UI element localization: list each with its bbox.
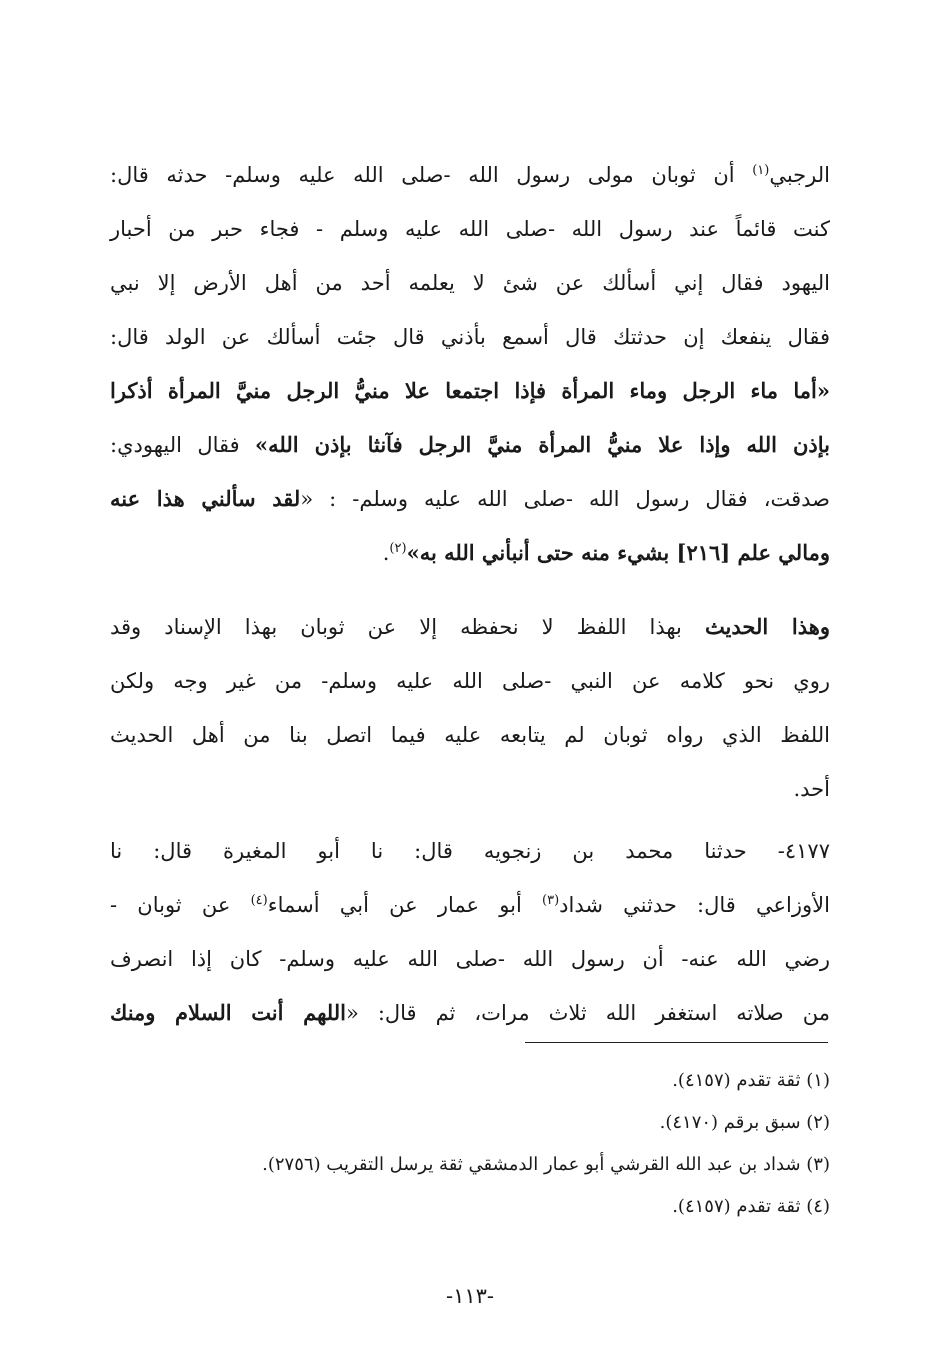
footnote-ref: (٤)	[250, 893, 268, 908]
footnote: (٢) سبق برقم (٤١٧٠).	[659, 1112, 830, 1133]
text-segment: ومالي علم [٢١٦] بشيء منه حتى أنبأني الله به»	[406, 540, 830, 565]
page-number: -١١٣-	[445, 1284, 495, 1308]
text-line	[110, 472, 830, 526]
footnote: (٤) ثقة تقدم (٤١٥٧).	[672, 1196, 830, 1217]
footnotes	[110, 1060, 830, 1228]
text-segment: أبو عمار عن أبي أسماء	[267, 893, 543, 917]
main-text	[110, 148, 830, 1040]
text-segment: بإذن الله وإذا علا منيُّ المرأة منيَّ الرجل فآنثا بإذن الله»	[255, 432, 830, 457]
footnote-ref: (١)	[752, 163, 770, 178]
text-line	[110, 600, 830, 654]
text-line: كنت قائماً عند رسول الله -صلى الله عليه وسلم - فجاء حبر من أحبار	[110, 217, 830, 241]
text-line	[110, 418, 830, 472]
text-segment: من صلاته استغفر الله ثلاث مرات، ثم قال: «	[345, 1001, 830, 1025]
text-line: أحد.	[793, 777, 830, 801]
text-segment: الرجبي	[769, 163, 830, 187]
text-segment: الأوزاعي قال: حدثني شداد	[559, 893, 830, 917]
text-segment: عن ثوبان -	[110, 893, 251, 917]
text-segment: اللهم أنت السلام ومنك	[110, 1000, 346, 1025]
text-line: ٤١٧٧- حدثنا محمد بن زنجويه قال: نا أبو المغيرة قال: نا	[110, 839, 830, 863]
footnote: (١) ثقة تقدم (٤١٥٧).	[672, 1070, 830, 1091]
text-segment: وهذا الحديث	[704, 614, 830, 639]
text-line: اليهود فقال إني أسألك عن شئ لا يعلمه أحد من أهل الأرض إلا نبي	[110, 271, 830, 295]
text-segment: .	[382, 541, 390, 565]
text-segment: صدقت، فقال رسول الله -صلى الله عليه وسلم- : «	[300, 487, 830, 511]
text-segment: فقال اليهودي:	[110, 433, 256, 457]
text-line: فقال ينفعك إن حدثتك قال أسمع بأذني قال جئت أسألك عن الولد قال:	[110, 325, 830, 349]
text-segment: لقد سألني هذا عنه	[110, 486, 301, 511]
text-segment: أن ثوبان مولى رسول الله -صلى الله عليه وسلم- حدثه قال:	[110, 163, 753, 187]
footnote: (٣) شداد بن عبد الله القرشي أبو عمار الدمشقي ثقة يرسل التقريب (٢٧٥٦).	[262, 1154, 830, 1175]
footnote-ref: (٣)	[542, 893, 560, 908]
footnote-separator	[525, 1042, 828, 1043]
text-line	[110, 878, 830, 932]
text-line	[110, 986, 830, 1040]
text-line: روي نحو كلامه عن النبي -صلى الله عليه وسلم- من غير وجه ولكن	[110, 669, 830, 693]
text-line: رضي الله عنه- أن رسول الله -صلى الله عليه وسلم- كان إذا انصرف	[110, 947, 830, 971]
text-line: اللفظ الذي رواه ثوبان لم يتابعه عليه فيما اتصل بنا من أهل الحديث	[110, 723, 830, 747]
text-segment: بهذا اللفظ لا نحفظه إلا عن ثوبان بهذا الإسناد وقد	[110, 615, 705, 639]
text-line	[110, 148, 830, 202]
text-line	[110, 526, 830, 580]
footnote-ref: (٢)	[389, 541, 407, 556]
text-line: «أما ماء الرجل وماء المرأة فإذا اجتمعا علا منيُّ الرجل منيَّ المرأة أذكرا	[110, 378, 830, 403]
